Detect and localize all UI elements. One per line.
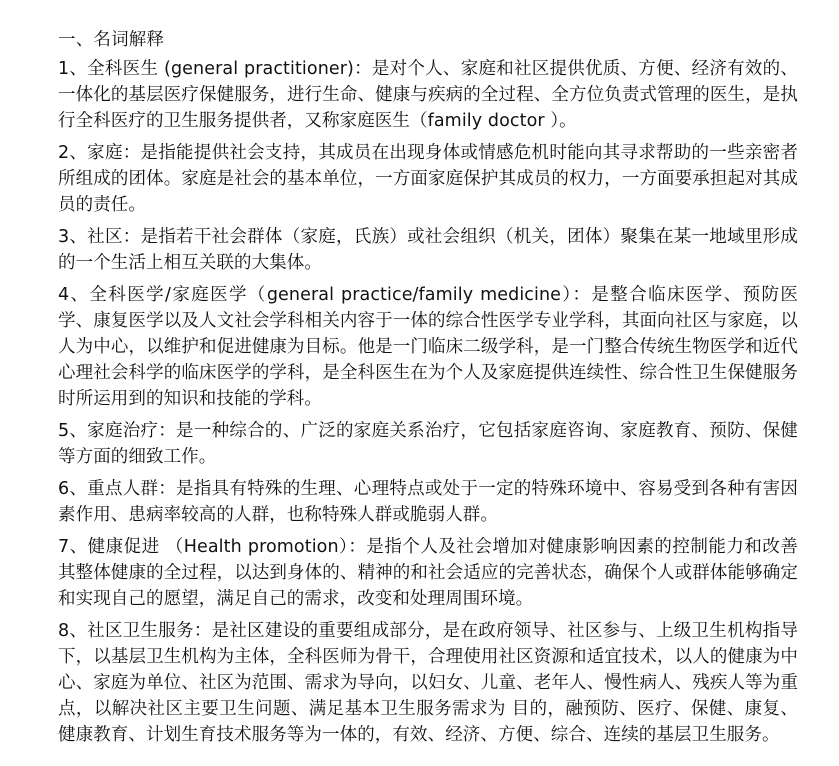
definition-community-health-service: 8、社区卫生服务：是社区建设的重要组成部分，是在政府领导、社区参与、上级卫生机构指导下，以基层卫生机构为主体，全科医师为骨干，合理使用社区资源和适宜技术，以人的健康为中心、家庭为单位、社区为范围、需求为导向，以妇女、儿童、老年人、慢性病人、残疾人等为重点，以解决社区主要卫生问题、满足基本卫生服务需求为 目的，融预防、医疗、保健、康复、健康教育、计划生育技术服务等为一体的，有效、经济、方便、综合、连续的基层卫生服务。 [58, 621, 798, 745]
document-page [58, 27, 798, 754]
definition-community: 3、社区：是指若干社会群体（家庭，氏族）或社会组织（机关，团体）聚集在某一地域里形成的一个生活上相互关联的大集体。 [58, 227, 798, 273]
definition-key-population: 6、重点人群：是指具有特殊的生理、心理特点或处于一定的特殊环境中、容易受到各种有害因素作用、患病率较高的人群，也称特殊人群或脆弱人群。 [58, 479, 798, 525]
definition-family-therapy: 5、家庭治疗：是一种综合的、广泛的家庭关系治疗，它包括家庭咨询、家庭教育、预防、保健等方面的细致工作。 [58, 421, 798, 467]
definition-general-practice: 4、全科医学/家庭医学（general practice/family medicine）：是整合临床医学、预防医学、康复医学以及人文社会学科相关内容于一体的综合性医学专业学科，其面向社区与家庭，以人为中心，以维护和促进健康为目标。他是一门临床二级学科，是一门整合传统生物医学和近代心理社会科学的临床医学的学科，是全科医生在为个人及家庭提供连续性、综合性卫生保健服务时所运用到的知识和技能的学科。 [58, 285, 798, 409]
definition-general-practitioner: 1、全科医生 (general practitioner)：是对个人、家庭和社区提供优质、方便、经济有效的、一体化的基层医疗保健服务，进行生命、健康与疾病的全过程、全方位负责式管理的医生，是执行全科医疗的卫生服务提供者，又称家庭医生（family doctor ）。 [58, 59, 798, 131]
definition-family: 2、家庭：是指能提供社会支持，其成员在出现身体或情感危机时能向其寻求帮助的一些亲密者所组成的团体。家庭是社会的基本单位，一方面家庭保护其成员的权力，一方面要承担起对其成员的责任。 [58, 143, 798, 215]
definition-health-promotion: 7、健康促进 （Health promotion）：是指个人及社会增加对健康影响因素的控制能力和改善其整体健康的全过程，以达到身体的、精神的和社会适应的完善状态，确保个人或群体能够确定和实现自己的愿望，满足自己的需求，改变和处理周围环境。 [58, 537, 798, 609]
section-title: 一、名词解释 [58, 30, 165, 50]
